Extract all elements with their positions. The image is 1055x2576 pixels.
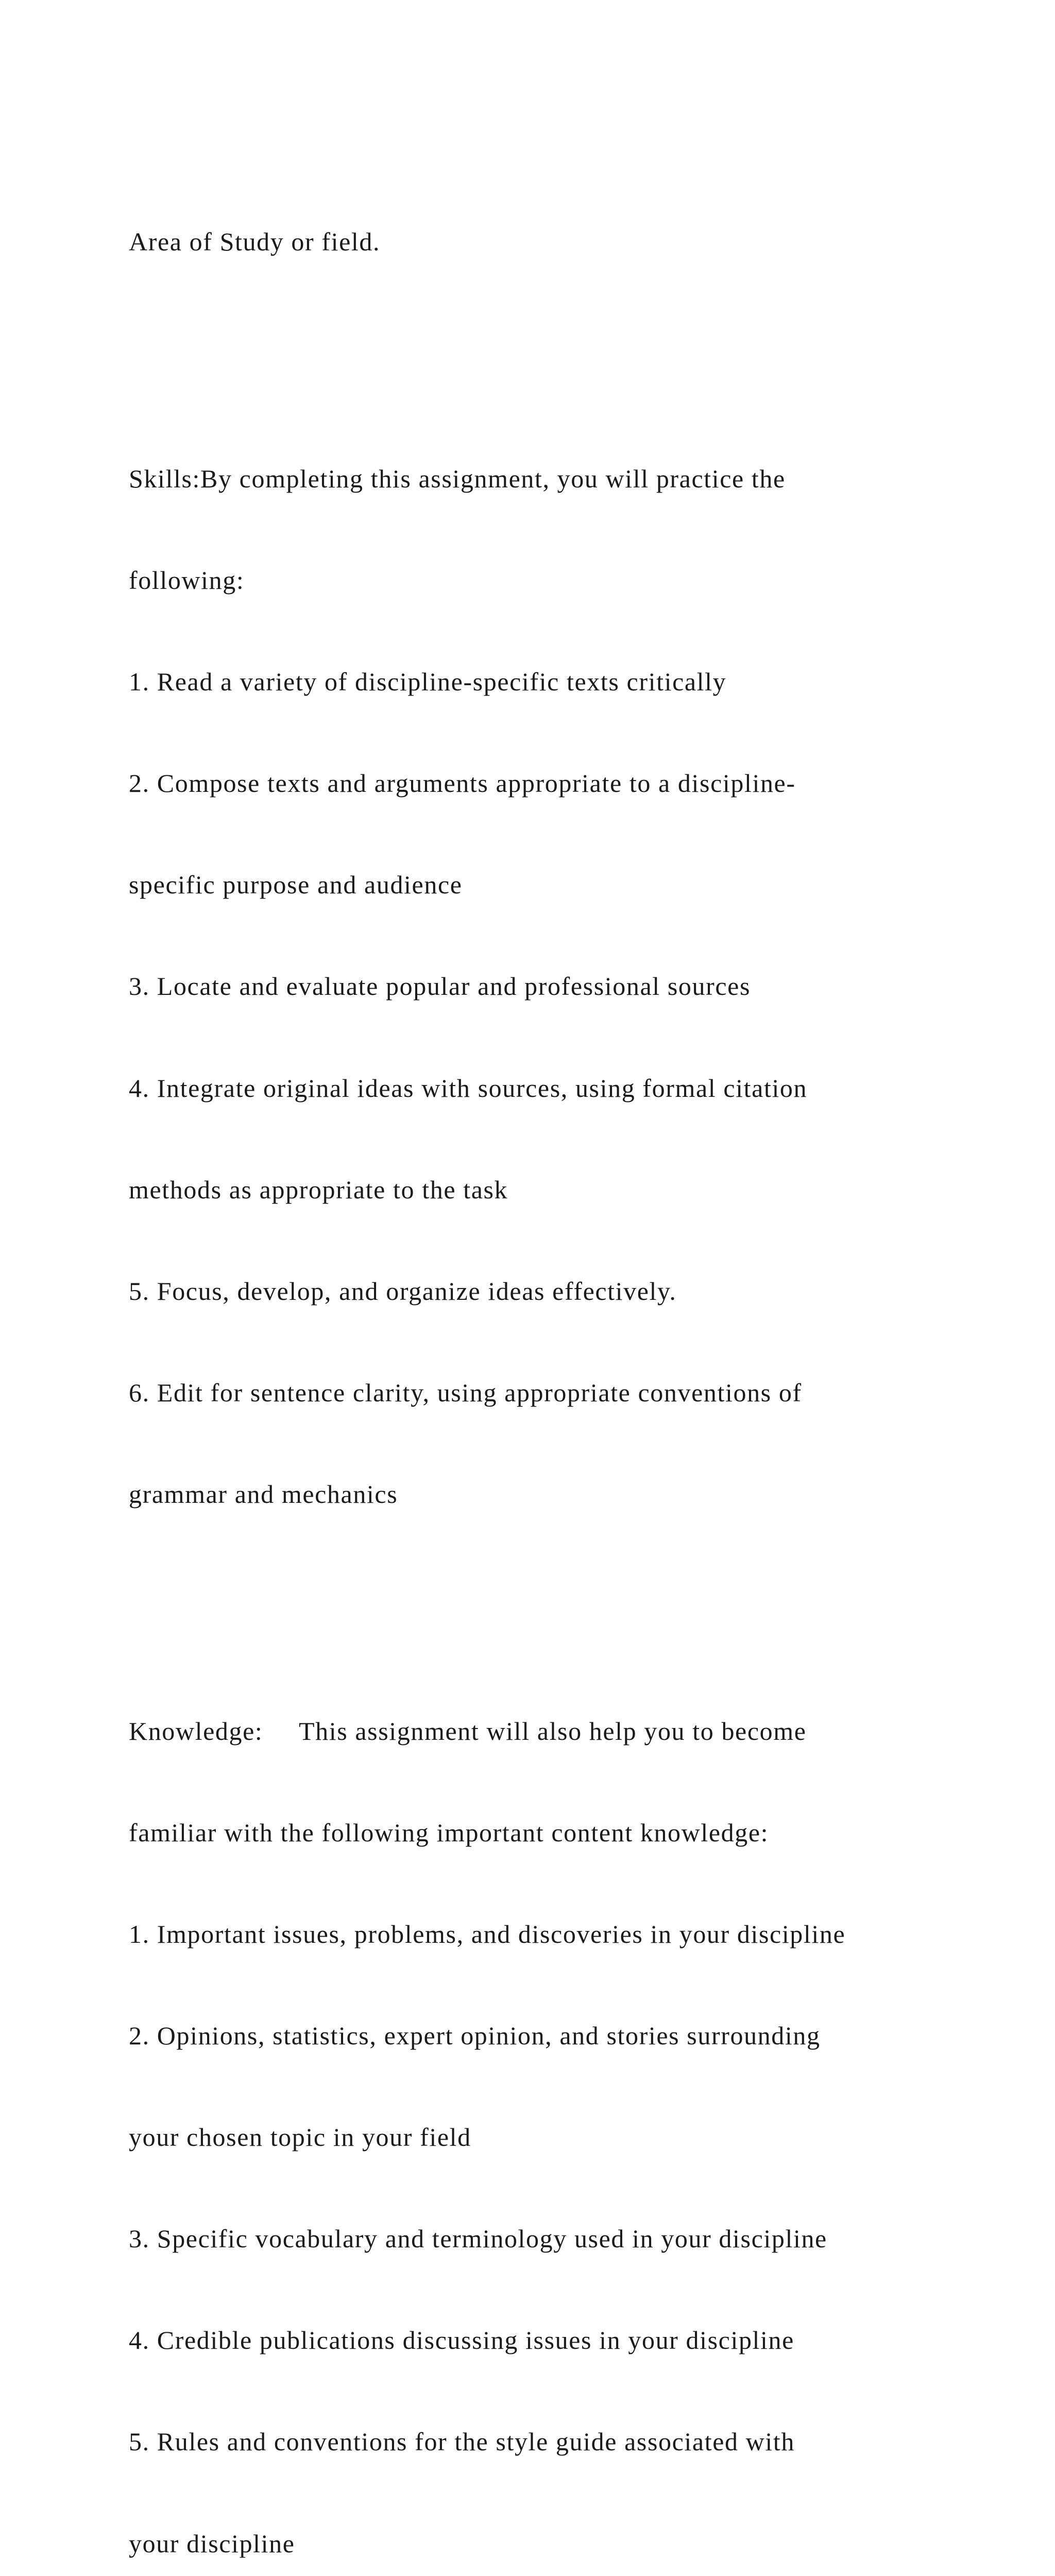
- skills-heading-line: following:: [129, 566, 245, 595]
- knowledge-item-line: your discipline: [129, 2529, 295, 2558]
- skills-item-line: 6. Edit for sentence clarity, using appropriate conventions of: [129, 1378, 802, 1407]
- skills-item-line: 5. Focus, develop, and organize ideas effectively.: [129, 1276, 677, 1306]
- skills-heading-line: Skills:By completing this assignment, you will practice the: [129, 464, 786, 493]
- skills-item-line: grammar and mechanics: [129, 1479, 398, 1509]
- knowledge-item-line: 5. Rules and conventions for the style guide associated with: [129, 2427, 795, 2456]
- knowledge-heading-line: familiar with the following important content knowledge:: [129, 1818, 769, 1847]
- document-body: [129, 124, 1005, 2576]
- knowledge-item-line: 1. Important issues, problems, and discoveries in your discipline: [129, 1920, 846, 1949]
- knowledge-item-line: 2. Opinions, statistics, expert opinion, and stories surrounding: [129, 2021, 821, 2050]
- blank-line: [129, 327, 1005, 361]
- skills-item-line: 1. Read a variety of discipline-specific texts critically: [129, 667, 727, 697]
- skills-item-line: 4. Integrate original ideas with sources, using formal citation: [129, 1073, 808, 1103]
- skills-item-line: 2. Compose texts and arguments appropriate to a discipline-: [129, 769, 796, 798]
- intro-line: Area of Study or field.: [129, 227, 381, 257]
- knowledge-heading-line: Knowledge: This assignment will also help you to become: [129, 1716, 807, 1745]
- knowledge-item-line: 3. Specific vocabulary and terminology used in your discipline: [129, 2224, 827, 2253]
- skills-item-line: specific purpose and audience: [129, 870, 463, 900]
- knowledge-item-line: your chosen topic in your field: [129, 2123, 471, 2152]
- knowledge-item-line: 4. Credible publications discussing issues in your discipline: [129, 2326, 794, 2355]
- blank-line: [129, 1579, 1005, 1613]
- skills-item-line: 3. Locate and evaluate popular and professional sources: [129, 972, 751, 1001]
- skills-item-line: methods as appropriate to the task: [129, 1175, 508, 1204]
